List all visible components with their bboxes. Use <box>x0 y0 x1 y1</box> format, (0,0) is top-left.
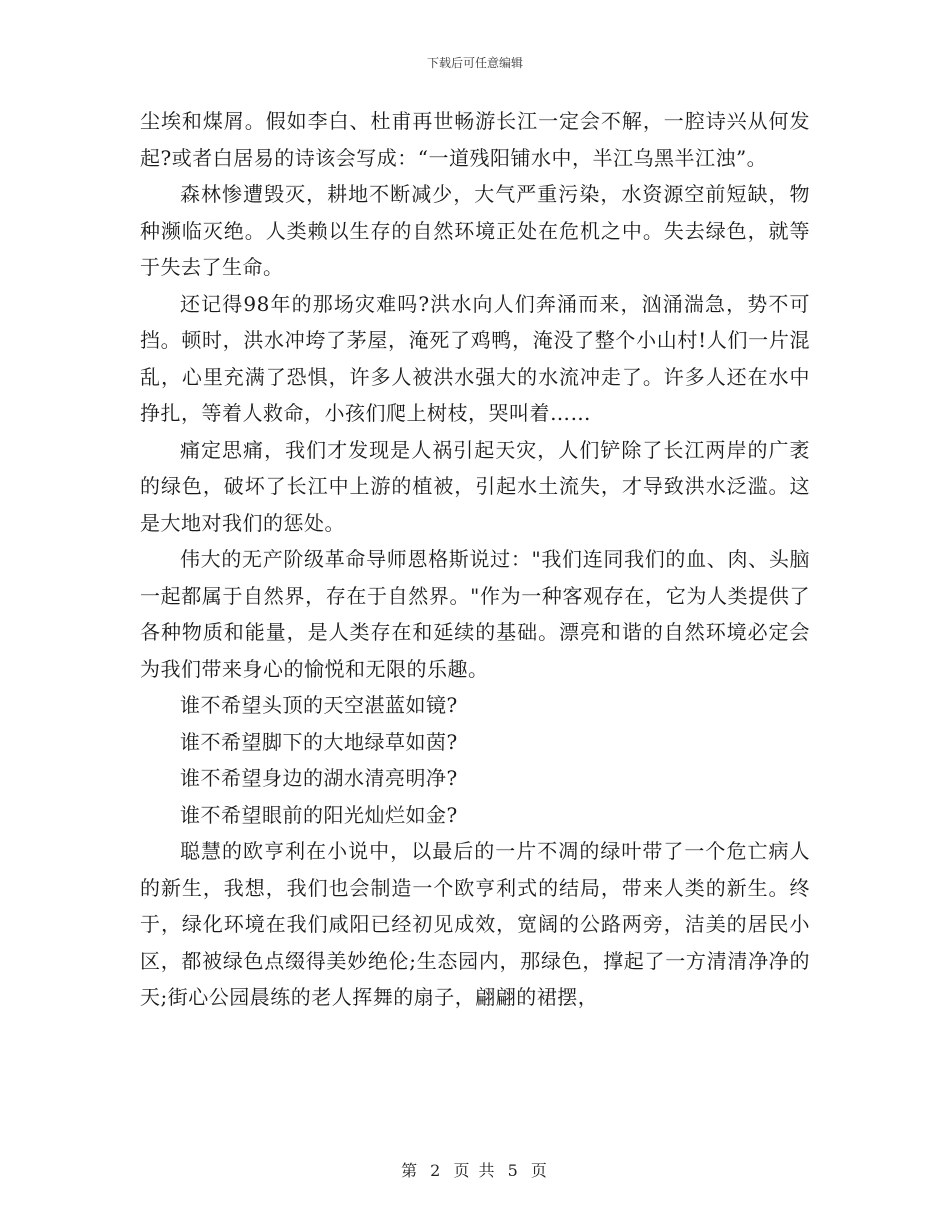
footer-page-number: 2 <box>430 1161 443 1180</box>
footer-total-pages: 5 <box>507 1161 520 1180</box>
footer-mid: 页 共 <box>453 1161 497 1180</box>
paragraph-question-3: 谁不希望身边的湖水清亮明净? <box>180 766 458 790</box>
paragraph-question-4: 谁不希望眼前的阳光灿烂如金? <box>180 802 458 827</box>
document-body <box>140 103 810 1016</box>
paragraph-question-2: 谁不希望脚下的大地绿草如茵? <box>180 729 458 754</box>
footer-suffix: 页 <box>530 1161 549 1180</box>
paragraph-6: 聪慧的欧亨利在小说中，以最后的一片不凋的绿叶带了一个危亡病人的新生，我想，我们也会制造一个欧亨利式的结局，带来人类的新生。终于，绿化环境在我们咸阳已经初见成效，宽阔的公路两旁，洁美的居民小区，都被绿色点缀得美妙绝伦;生态园内，那绿色，撑起了一方清清净净的天;街心公园晨练的老人挥舞的扇子，翩翩的裙摆， <box>140 839 810 1009</box>
paragraph-3: 还记得98年的那场灾难吗?洪水向人们奔涌而来，汹涌湍急，势不可挡。顿时，洪水冲垮了茅屋，淹死了鸡鸭，淹没了整个小山村!人们一片混乱，心里充满了恐惧，许多人被洪水强大的水流冲走了。许多人还在水中挣扎，等着人救命，小孩们爬上树枝，哭叫着…… <box>140 291 810 425</box>
paragraph-5: 伟大的无产阶级革命导师恩格斯说过："我们连同我们的血、肉、头脑一起都属于自然界，存在于自然界。"作为一种客观存在，它为人类提供了各种物质和能量，是人类存在和延续的基础。漂亮和谐的自然环境必定会为我们带来身心的愉悦和无限的乐趣。 <box>140 547 810 681</box>
paragraph-4: 痛定思痛，我们才发现是人祸引起天灾，人们铲除了长江两岸的广袤的绿色，破坏了长江中上游的植被，引起水土流失，才导致洪水泛滥。这是大地对我们的惩处。 <box>140 437 810 535</box>
paragraph-2: 森林惨遭毁灭，耕地不断减少，大气严重污染，水资源空前短缺，物种濒临灭绝。人类赖以生存的自然环境正处在危机之中。失去绿色，就等于失去了生命。 <box>140 182 810 279</box>
paragraph-1: 尘埃和煤屑。假如李白、杜甫再世畅游长江一定会不解，一腔诗兴从何发起?或者白居易的诗该会写成：“一道残阳铺水中，半江乌黑半江浊”。 <box>140 109 810 170</box>
paragraph-question-1: 谁不希望头顶的天空湛蓝如镜? <box>180 693 458 717</box>
page-footer <box>0 1158 950 1181</box>
footer-prefix: 第 <box>401 1161 420 1180</box>
page-header-note: 下载后可任意编辑 <box>426 56 523 70</box>
